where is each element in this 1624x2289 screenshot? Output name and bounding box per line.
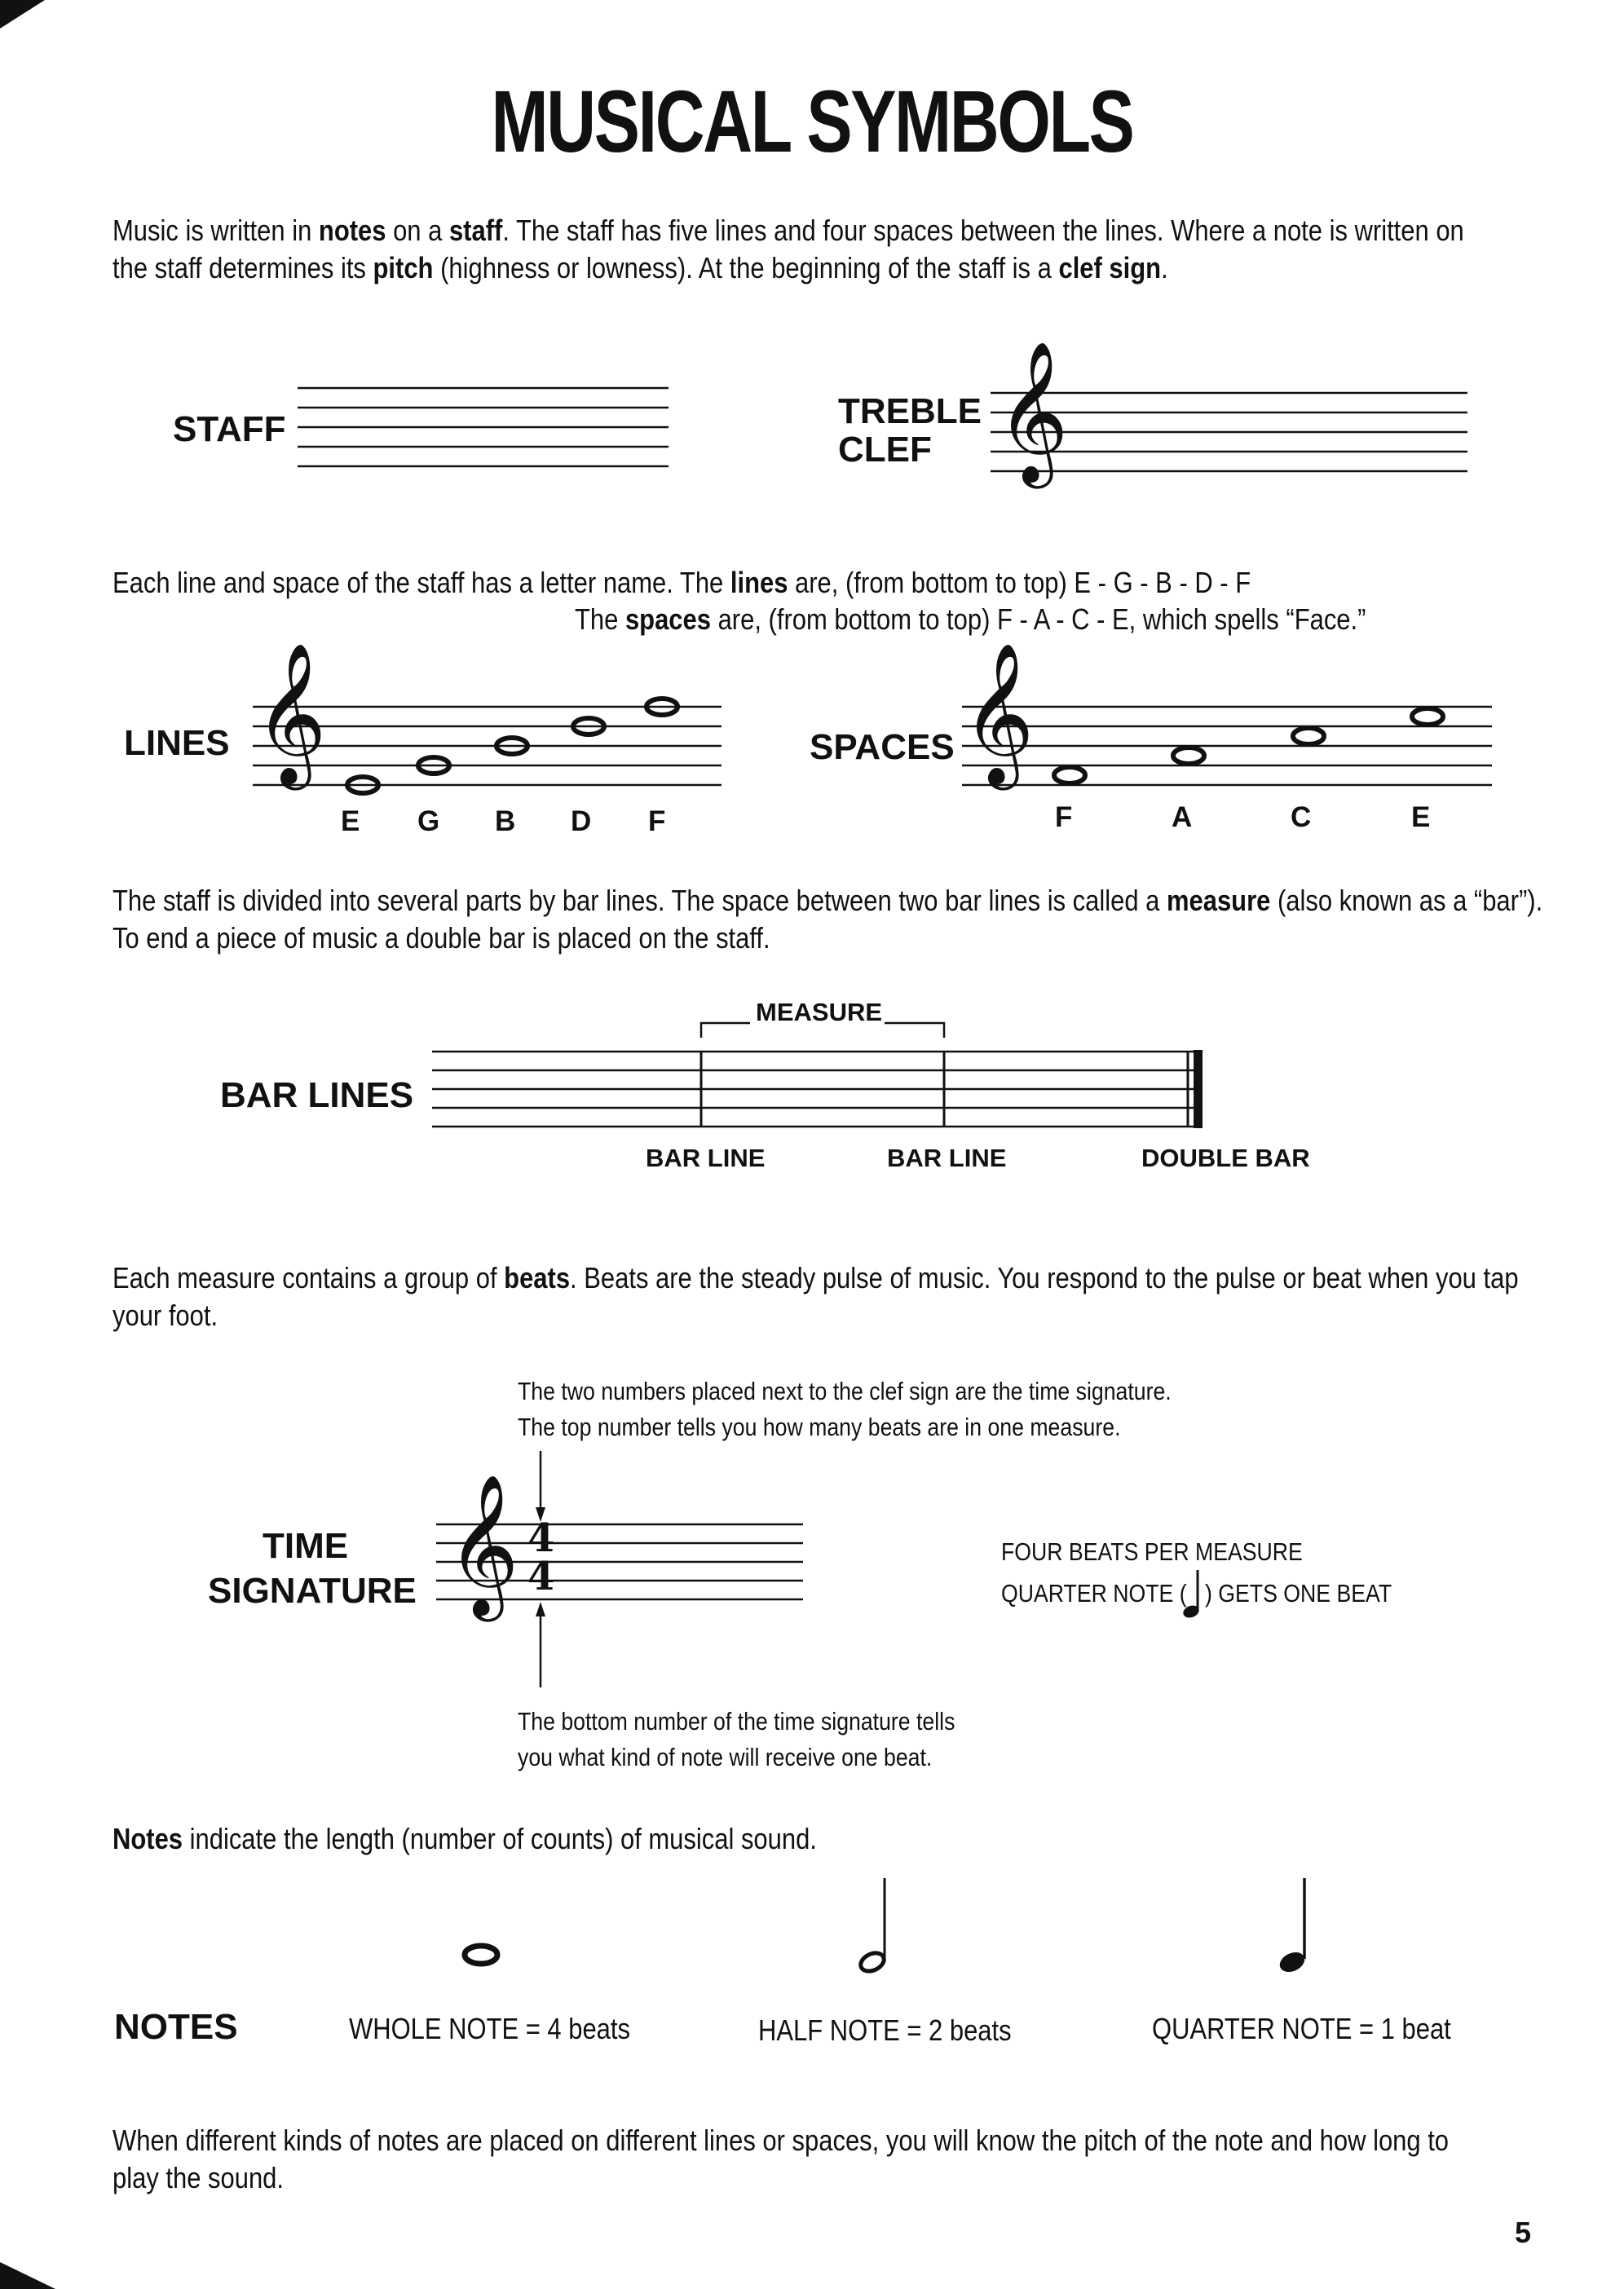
text-run: . The staff has five lines and four spaces between the lines. Where a note is written on: [502, 214, 1464, 247]
intro-line-1: [113, 212, 1464, 249]
bold-term: Notes: [113, 1822, 183, 1855]
names-line-2: [575, 601, 1366, 638]
bold-term: lines: [730, 566, 788, 599]
text-run: indicate the length (number of counts) of musical sound.: [183, 1822, 817, 1855]
measure-label: MEASURE: [756, 998, 883, 1026]
closing-line-1: When different kinds of notes are placed on different lines or spaces, you will know the pitch of the note and how long to: [113, 2124, 1450, 2157]
beats-line-1: [113, 1259, 1519, 1297]
text-run: Each measure contains a group of: [113, 1261, 505, 1294]
time-sig-bottom-number: 4: [527, 1554, 555, 1599]
lines-clef-icon: 𝄞: [254, 642, 327, 784]
double-bar-caption: DOUBLE BAR: [1141, 1144, 1310, 1172]
lines-letter-g: G: [417, 805, 440, 837]
corner-mark-bottom-left: [0, 2262, 57, 2289]
lines-letter-d: D: [571, 805, 592, 837]
note-d: [573, 718, 604, 734]
time-clef-icon: 𝄞: [447, 1474, 519, 1616]
quarter-note-caption: QUARTER NOTE = 1 beat: [1152, 2012, 1451, 2045]
page-title: MUSICAL SYMBOLS: [491, 72, 1133, 170]
spaces-letter-f: F: [1055, 801, 1073, 833]
time-sig-right-2b: ) GETS ONE BEAT: [1205, 1579, 1392, 1608]
text-run: your foot.: [113, 1299, 218, 1332]
bottom-arrow-head: [536, 1602, 545, 1616]
time-label-line-2: SIGNATURE: [208, 1571, 417, 1611]
double-bar-thick: [1194, 1050, 1203, 1128]
treble-label-line-1: TREBLE: [838, 391, 982, 431]
note-a-space: [1173, 748, 1204, 764]
time-sig-right-1: FOUR BEATS PER MEASURE: [1001, 1537, 1303, 1566]
half-note-caption: HALF NOTE = 2 beats: [758, 2013, 1012, 2047]
spaces-label: SPACES: [810, 727, 955, 767]
bold-term: measure: [1166, 884, 1271, 917]
bar-line-caption-1: BAR LINE: [646, 1144, 766, 1172]
bars-line-2: [113, 920, 770, 957]
bar-line-caption-2: BAR LINE: [887, 1144, 1007, 1172]
note-e-space: [1412, 708, 1443, 725]
text-run: are, (from bottom to top) F - A - C - E, which spells “Face.”: [710, 602, 1366, 636]
time-sig-top-note-2: The top number tells you how many beats are in one measure.: [518, 1413, 1121, 1441]
note-c-space: [1293, 728, 1324, 744]
bold-term: beats: [504, 1261, 571, 1294]
treble-label-line-2: CLEF: [838, 430, 932, 470]
whole-note-icon: [461, 1943, 501, 1967]
half-note-icon: [856, 1875, 893, 1977]
spaces-letter-c: C: [1291, 801, 1312, 833]
corner-mark-top-left: [0, 0, 49, 33]
text-run: To end a piece of music a double bar is placed on the staff.: [113, 921, 770, 955]
notes-intro: [113, 1820, 817, 1858]
note-f-space: [1054, 767, 1085, 783]
note-b: [496, 738, 527, 754]
time-sig-right-2a: QUARTER NOTE (: [1001, 1579, 1187, 1608]
text-run: The staff is divided into several parts by bar lines. The space between two bar lines is called a: [113, 884, 1167, 917]
quarter-note-icon: [1182, 1567, 1207, 1622]
beats-line-2: [113, 1297, 218, 1334]
staff-diagram: [298, 386, 669, 472]
notes-label: NOTES: [114, 2007, 238, 2047]
time-label-line-1: TIME: [263, 1526, 349, 1566]
text-run: (highness or lowness). At the beginning of the staff is a: [433, 251, 1059, 284]
lines-notes: [326, 685, 701, 799]
bold-term: notes: [318, 214, 386, 247]
bold-term: pitch: [373, 251, 434, 284]
spaces-letter-a: A: [1172, 801, 1193, 833]
lines-letter-e: E: [341, 805, 360, 837]
lines-letter-b: B: [495, 805, 516, 837]
staff-label: STAFF: [173, 409, 286, 449]
bars-line-1: [113, 882, 1542, 920]
names-line-1: [113, 564, 1251, 602]
text-run: (also known as a “bar”).: [1270, 884, 1543, 917]
bold-term: staff: [448, 214, 503, 247]
spaces-letter-e: E: [1411, 801, 1431, 833]
lines-label: LINES: [124, 723, 230, 763]
note-e: [347, 777, 378, 793]
time-sig-bottom-note-1: The bottom number of the time signature tells: [518, 1707, 955, 1735]
time-sig-top-number: 4: [527, 1515, 555, 1561]
spaces-clef-icon: 𝄞: [962, 642, 1035, 784]
text-run: are, (from bottom to top) E - G - B - D - F: [788, 566, 1251, 599]
text-run: Music is written in: [113, 214, 319, 247]
spaces-notes: [1027, 685, 1484, 799]
intro-line-2: [113, 249, 1168, 287]
text-run: the staff determines its: [113, 251, 373, 284]
text-run: .: [1161, 251, 1168, 284]
note-f: [647, 699, 677, 715]
treble-clef-icon: 𝄞: [996, 341, 1069, 483]
note-g: [418, 757, 449, 774]
whole-note-caption: WHOLE NOTE = 4 beats: [349, 2012, 630, 2045]
bold-term: clef sign: [1058, 251, 1162, 284]
bold-term: spaces: [624, 602, 711, 636]
time-sig-bottom-note-2: you what kind of note will receive one beat.: [518, 1743, 933, 1771]
time-sig-top-note-1: The two numbers placed next to the clef sign are the time signature.: [518, 1377, 1172, 1405]
text-run: Each line and space of the staff has a letter name. The: [113, 566, 730, 599]
lines-letter-f: F: [648, 805, 666, 837]
quarter-note-large-icon: [1276, 1875, 1313, 1977]
text-run: . Beats are the steady pulse of music. You respond to the pulse or beat when you tap: [570, 1261, 1519, 1294]
page-number: 5: [1515, 2216, 1532, 2249]
text-run: on a: [386, 214, 449, 247]
bar-lines-label: BAR LINES: [220, 1075, 414, 1115]
text-run: The: [575, 602, 625, 636]
closing-line-2: play the sound.: [113, 2161, 285, 2194]
